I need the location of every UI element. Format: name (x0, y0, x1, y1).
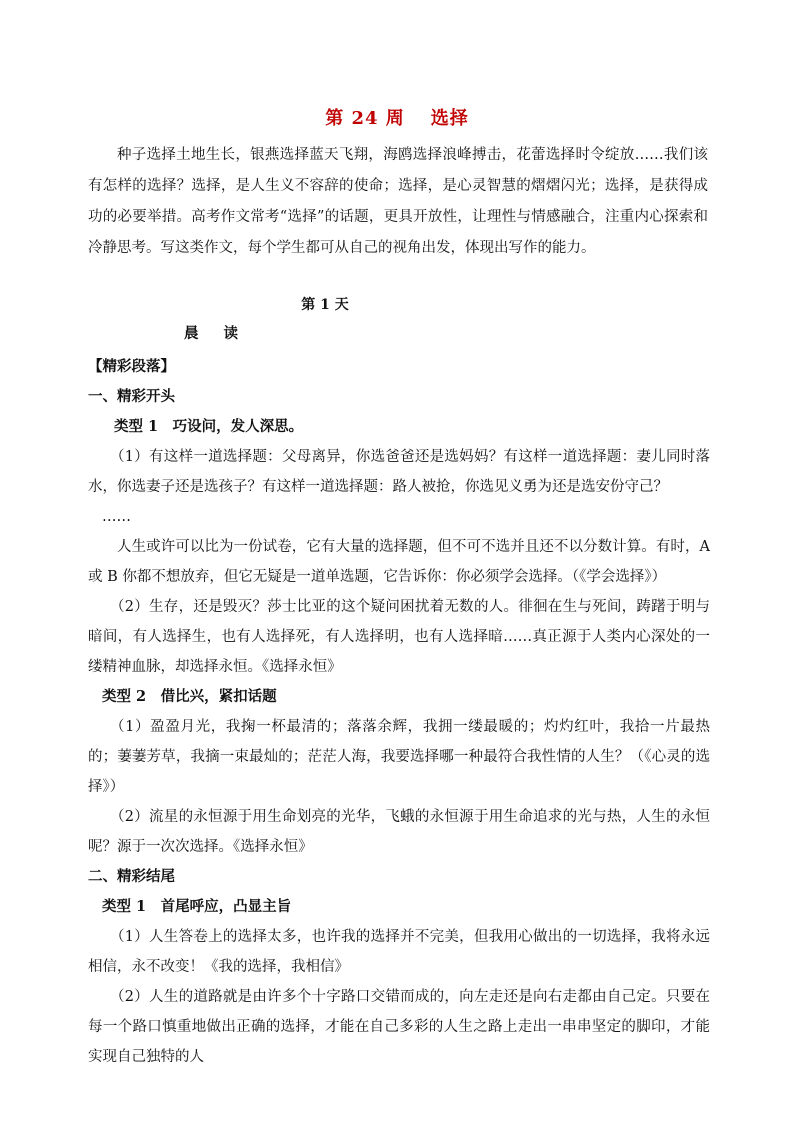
paragraph: （2）人生的道路就是由许多个十字路口交错而成的，向左走还是向右走都由自己定。只要在每一个路口慎重地做出正确的选择，才能在自己多彩的人生之路上走出一串串坚定的脚印，才能实现自己独特的人 (88, 989, 710, 1065)
intro-paragraph: 种子选择土地生长，银燕选择蓝天飞翔，海鸥选择浪峰搏击，花蕾选择时令绽放……我们该有怎样的选择？选择，是人生义不容辞的使命；选择，是心灵智慧的熠熠闪光；选择，是获得成功的必要举措。高考作文常考“选择”的话题，更具开放性，让理性与情感融合，注重内心探索和冷静思考。写这类作文，每个学生都可从自己的视角出发，体现出写作的能力。 (88, 147, 708, 256)
paragraph: 人生或许可以比为一份试卷，它有大量的选择题，但不可不选并且还不以分数计算。有时，A 或 B 你都不想放弃，但它无疑是一道单选题，它告诉你：你必须学会选择。（《学会选择》） (88, 539, 710, 585)
type-heading: 类型 2 借比兴，紧扣话题 (102, 688, 277, 705)
page-title (0, 104, 794, 130)
type-heading: 类型 1 首尾呼应，凸显主旨 (102, 898, 292, 915)
day-heading: 第 1 天 (301, 297, 349, 313)
paragraph: （1）人生答卷上的选择太多，也许我的选择并不完美，但我用心做出的一切选择，我将永远相信，永不改变！《我的选择，我相信》 (88, 929, 710, 975)
title-week: 第 24 周 (325, 108, 405, 129)
part-heading-opening: 一、精彩开头 (88, 388, 175, 405)
morning-reading-heading: 晨 读 (184, 325, 249, 342)
content-flow (88, 352, 710, 1072)
ellipsis: …… (102, 509, 131, 525)
part-heading-ending: 二、精彩结尾 (88, 868, 175, 885)
title-topic: 选择 (430, 108, 469, 129)
paragraph: （2）生存，还是毁灭？莎士比亚的这个疑问困扰着无数的人。徘徊在生与死间，踌躇于明与暗间，有人选择生，也有人选择死，有人选择明，也有人选择暗……真正源于人类内心深处的一缕精神血脉，却选择永恒。《选择永恒》 (88, 599, 710, 675)
paragraph: （1）有这样一道选择题：父母离异，你选爸爸还是选妈妈？有这样一道选择题：妻儿同时落水，你选妻子还是选孩子？有这样一道选择题：路人被抢，你选见义勇为还是选安份守己？ (88, 449, 710, 495)
paragraph: （2）流星的永恒源于用生命划亮的光华，飞蛾的永恒源于用生命追求的光与热，人生的永恒呢？源于一次次选择。《选择永恒》 (88, 809, 710, 855)
section-tag: 【精彩段落】 (88, 358, 175, 375)
type-heading: 类型 1 巧设问，发人深思。 (114, 418, 304, 435)
paragraph: （1）盈盈月光，我掬一杯最清的；落落余辉，我拥一缕最暖的；灼灼红叶，我拾一片最热的；萋萋芳草，我摘一束最灿的；茫茫人海，我要选择哪一种最符合我性情的人生？（《心灵的选择》） (88, 719, 710, 795)
